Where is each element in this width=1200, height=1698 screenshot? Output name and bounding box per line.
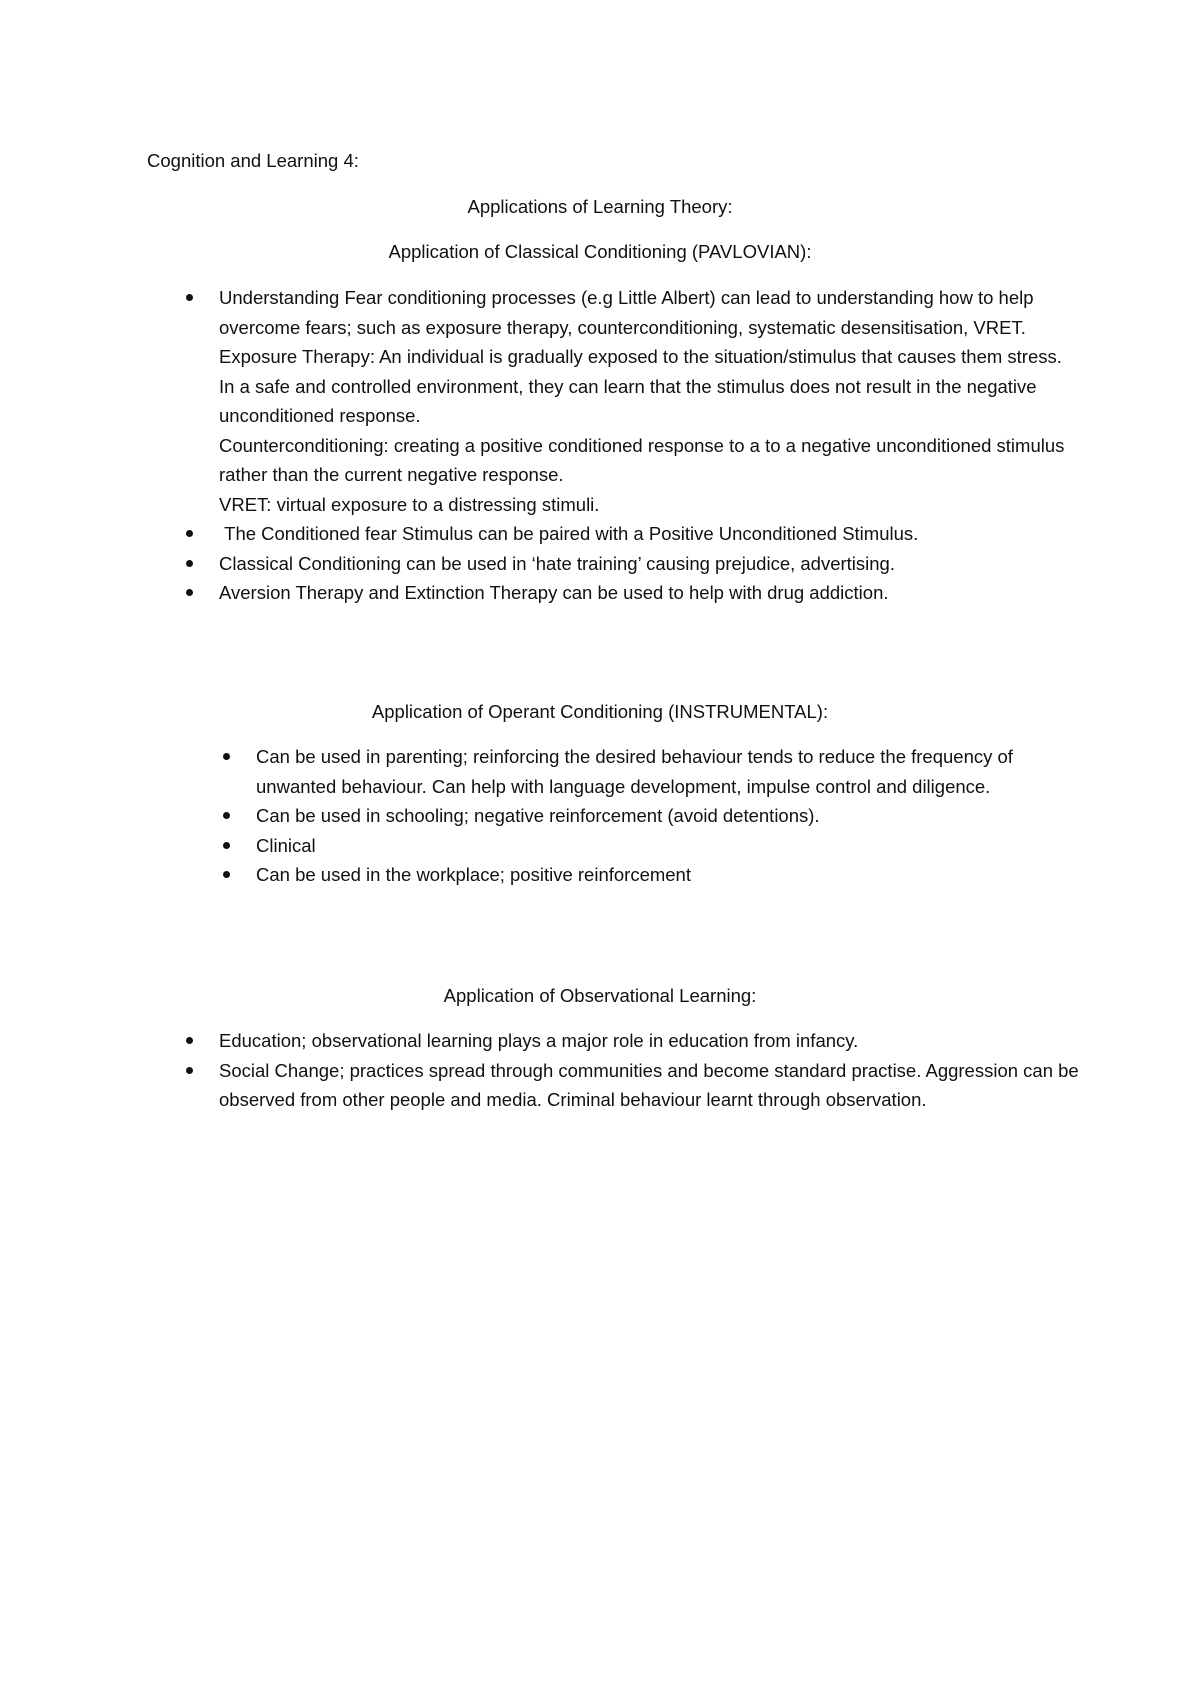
list-item xyxy=(219,283,1079,519)
bullet-icon xyxy=(223,871,230,878)
list-item xyxy=(219,1056,1079,1115)
observational-learning-list xyxy=(219,1026,1079,1115)
bullet-icon xyxy=(186,294,193,301)
list-item xyxy=(256,801,1086,831)
list-item-text: Counterconditioning: creating a positive conditioned response to a to a negative unconditioned stimulus rather than the current negative response. xyxy=(219,434,1065,485)
bullet-icon xyxy=(223,753,230,760)
list-item-text: Classical Conditioning can be used in ‘hate training’ causing prejudice, advertising. xyxy=(219,552,895,574)
bullet-icon xyxy=(186,1067,193,1074)
list-item-text: Can be used in parenting; reinforcing the desired behaviour tends to reduce the frequency of unwanted behaviour. Can help with language development, impulse control and diligence. xyxy=(256,746,1013,797)
bullet-icon xyxy=(186,589,193,596)
list-item-text: Can be used in schooling; negative reinforcement (avoid detentions). xyxy=(256,805,820,826)
list-item-text: Understanding Fear conditioning processes (e.g Little Albert) can lead to understanding how to help overcome fears; such as exposure therapy, counterconditioning, systematic desensitisation, VRET. xyxy=(219,287,1034,338)
bullet-icon xyxy=(223,812,230,819)
list-item xyxy=(256,860,1086,890)
list-item xyxy=(256,831,1086,861)
main-heading: Applications of Learning Theory: xyxy=(467,196,733,217)
bullet-icon xyxy=(186,1037,193,1044)
classical-conditioning-list xyxy=(219,283,1079,608)
operant-conditioning-heading: Application of Operant Conditioning (INSTRUMENTAL): xyxy=(371,701,829,722)
list-item-text: Clinical xyxy=(256,834,316,856)
bullet-icon xyxy=(186,560,193,567)
list-item-text: VRET: virtual exposure to a distressing stimuli. xyxy=(219,493,600,515)
list-item-text: Aversion Therapy and Extinction Therapy can be used to help with drug addiction. xyxy=(219,582,889,603)
list-item-text: The Conditioned fear Stimulus can be paired with a Positive Unconditioned Stimulus. xyxy=(219,523,919,544)
bullet-icon xyxy=(223,842,230,849)
operant-conditioning-list xyxy=(256,742,1086,890)
list-item xyxy=(219,578,1079,608)
document-title: Cognition and Learning 4: xyxy=(147,150,359,171)
list-item xyxy=(219,1026,1079,1056)
list-item-text: Can be used in the workplace; positive reinforcement xyxy=(256,864,691,885)
classical-conditioning-heading: Application of Classical Conditioning (PAVLOVIAN): xyxy=(388,241,812,262)
observational-learning-heading: Application of Observational Learning: xyxy=(443,985,757,1006)
list-item xyxy=(256,742,1086,801)
list-item xyxy=(219,549,1079,579)
list-item-text: Social Change; practices spread through communities and become standard practise. Aggression can be observed from other people and media. Criminal behaviour learnt through observation. xyxy=(219,1059,1079,1110)
list-item-text: Education; observational learning plays a major role in education from infancy. xyxy=(219,1030,859,1051)
list-item-text: Exposure Therapy: An individual is gradually exposed to the situation/stimulus that causes them stress. In a safe and controlled environment, they can learn that the stimulus does not result in the negative unconditioned response. xyxy=(219,346,1062,426)
list-item xyxy=(219,519,1079,549)
bullet-icon xyxy=(186,530,193,537)
